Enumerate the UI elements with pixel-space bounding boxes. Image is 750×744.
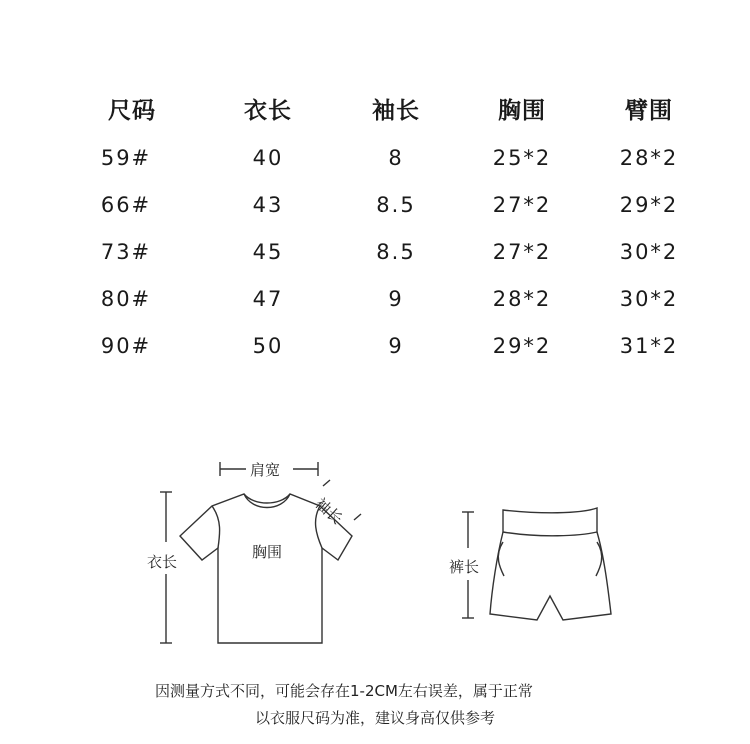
header-sleeve: 袖长 <box>372 98 420 124</box>
cell-sleeve: 9 <box>388 334 404 358</box>
shoulder-width-label: 肩宽 <box>250 461 281 479</box>
measurement-note: 因测量方式不同，可能会存在1-2CM左右误差，属于正常 <box>155 682 533 700</box>
cell-arm: 28*2 <box>619 146 679 170</box>
cell-chest: 27*2 <box>492 240 552 264</box>
header-arm: 臂围 <box>625 98 673 124</box>
cell-sleeve: 8.5 <box>376 240 416 264</box>
cell-arm: 30*2 <box>619 287 679 311</box>
cell-arm: 30*2 <box>619 240 679 264</box>
cell-length: 43 <box>252 193 284 217</box>
pants-length-label: 裤长 <box>449 558 480 576</box>
cell-length: 47 <box>252 287 284 311</box>
cell-chest: 29*2 <box>492 334 552 358</box>
cell-chest: 27*2 <box>492 193 552 217</box>
cell-size: 66# <box>100 193 152 217</box>
garment-length-label: 衣长 <box>147 553 178 571</box>
header-chest: 胸围 <box>498 98 546 124</box>
cell-length: 45 <box>252 240 284 264</box>
cell-arm: 31*2 <box>619 334 679 358</box>
cell-length: 40 <box>252 146 284 170</box>
cell-size: 73# <box>100 240 152 264</box>
cell-sleeve: 8.5 <box>376 193 416 217</box>
sleeve-length-label: 袖长 <box>311 494 346 528</box>
cell-sleeve: 9 <box>388 287 404 311</box>
cell-chest: 25*2 <box>492 146 552 170</box>
cell-size: 80# <box>100 287 152 311</box>
chest-label: 胸围 <box>252 543 283 561</box>
cell-sleeve: 8 <box>388 146 404 170</box>
cell-size: 90# <box>100 334 152 358</box>
cell-arm: 29*2 <box>619 193 679 217</box>
header-length: 衣长 <box>244 98 292 124</box>
cell-length: 50 <box>252 334 284 358</box>
cell-size: 59# <box>100 146 152 170</box>
size-advice-note: 以衣服尺码为准，建议身高仅供参考 <box>254 709 495 727</box>
header-size: 尺码 <box>108 98 156 124</box>
cell-chest: 28*2 <box>492 287 552 311</box>
